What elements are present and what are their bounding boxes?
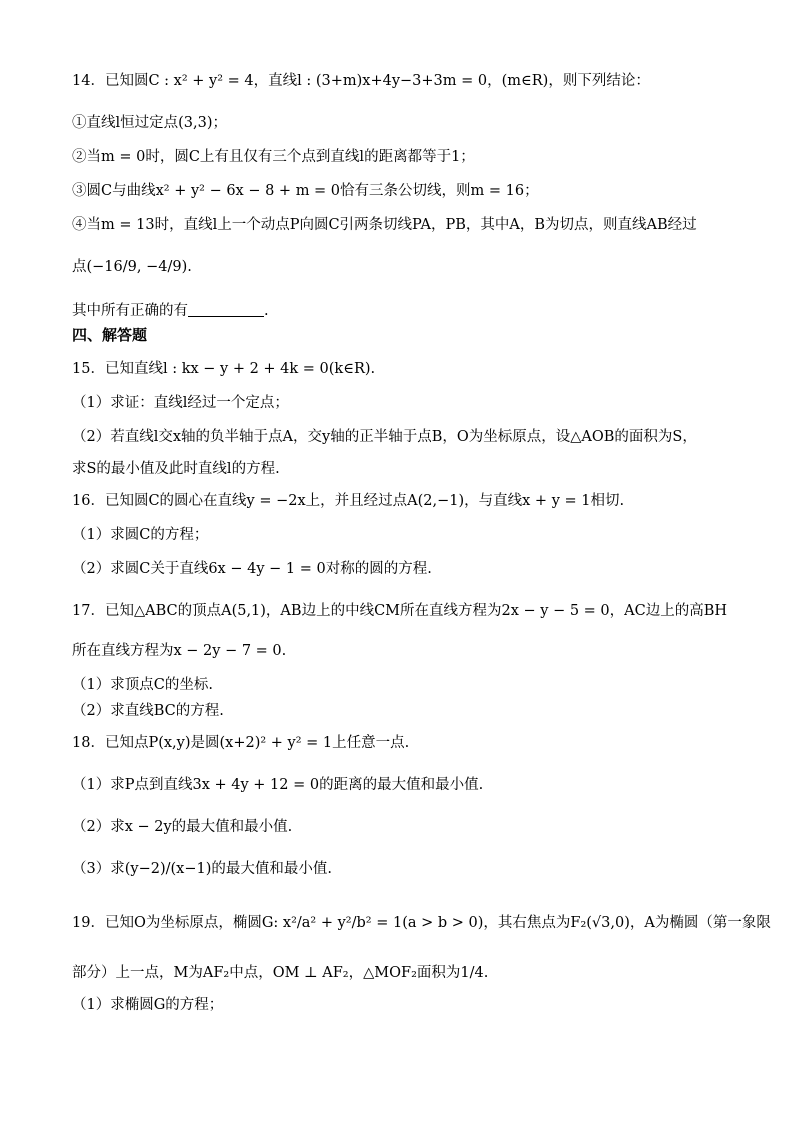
q14-ask-text: 其中所有正确的有 bbox=[72, 303, 188, 319]
q18-part-3: （3）求(y−2)/(x−1)的最大值和最小值. bbox=[72, 861, 332, 877]
q17-part-1: （1）求顶点C的坐标. bbox=[72, 677, 213, 693]
q19-stem-cont: 部分）上一点，M为AF₂中点，OM ⊥ AF₂，△MOF₂面积为1/4. bbox=[72, 965, 489, 981]
q14-question bbox=[72, 300, 734, 322]
q16-stem: 16．已知圆C的圆心在直线y = −2x上，并且经过点A(2,−1)，与直线x + y = 1相切. bbox=[72, 493, 625, 509]
q18-stem: 18．已知点P(x,y)是圆(x+2)² + y² = 1上任意一点. bbox=[72, 735, 410, 751]
q18-part-1: （1）求P点到直线3x + 4y + 12 = 0的距离的最大值和最小值. bbox=[72, 777, 484, 793]
section-heading: 四、解答题 bbox=[72, 326, 148, 344]
q14-stem: 14．已知圆C : x² + y² = 4，直线l : (3+m)x+4y−3+3m = 0，(m∈R)，则下列结论： bbox=[72, 73, 650, 89]
q19-stem: 19．已知O为坐标原点，椭圆G: x²/a² + y²/b² = 1(a > b > 0)，其右焦点为F₂(√3,0)，A为椭圆（第一象限 bbox=[72, 915, 771, 931]
q14-option-4: ④当m = 13时，直线l上一个动点P向圆C引两条切线PA，PB，其中A，B为切点，则直线AB经过 bbox=[72, 217, 697, 233]
q14-option-3: ③圆C与曲线x² + y² − 6x − 8 + m = 0恰有三条公切线，则m = 16； bbox=[72, 183, 539, 199]
q18-part-2: （2）求x − 2y的最大值和最小值. bbox=[72, 819, 293, 835]
q14-option-2: ②当m = 0时，圆C上有且仅有三个点到直线l的距离都等于1； bbox=[72, 149, 475, 165]
answer-blank bbox=[188, 302, 264, 317]
q15-part-2-cont: 求S的最小值及此时直线l的方程. bbox=[72, 461, 280, 477]
q19-part-1: （1）求椭圆G的方程； bbox=[72, 997, 224, 1013]
q15-stem: 15．已知直线l : kx − y + 2 + 4k = 0(k∈R). bbox=[72, 361, 376, 377]
q15-part-1: （1）求证：直线l经过一个定点； bbox=[72, 395, 289, 411]
q14-ask-end: . bbox=[264, 303, 269, 319]
q17-stem: 17．已知△ABC的顶点A(5,1)，AB边上的中线CM所在直线方程为2x − y − 5 = 0，AC边上的高BH bbox=[72, 603, 728, 619]
q14-option-4-point: 点(−16/9, −4/9). bbox=[72, 259, 192, 275]
q16-part-2: （2）求圆C关于直线6x − 4y − 1 = 0对称的圆的方程. bbox=[72, 561, 432, 577]
q17-stem-cont: 所在直线方程为x − 2y − 7 = 0. bbox=[72, 643, 287, 659]
q14-option-1: ①直线l恒过定点(3,3)； bbox=[72, 115, 228, 131]
q16-part-1: （1）求圆C的方程； bbox=[72, 527, 209, 543]
q17-part-2: （2）求直线BC的方程. bbox=[72, 703, 224, 719]
q15-part-2: （2）若直线l交x轴的负半轴于点A，交y轴的正半轴于点B，O为坐标原点，设△AOB的面积为S， bbox=[72, 429, 697, 445]
